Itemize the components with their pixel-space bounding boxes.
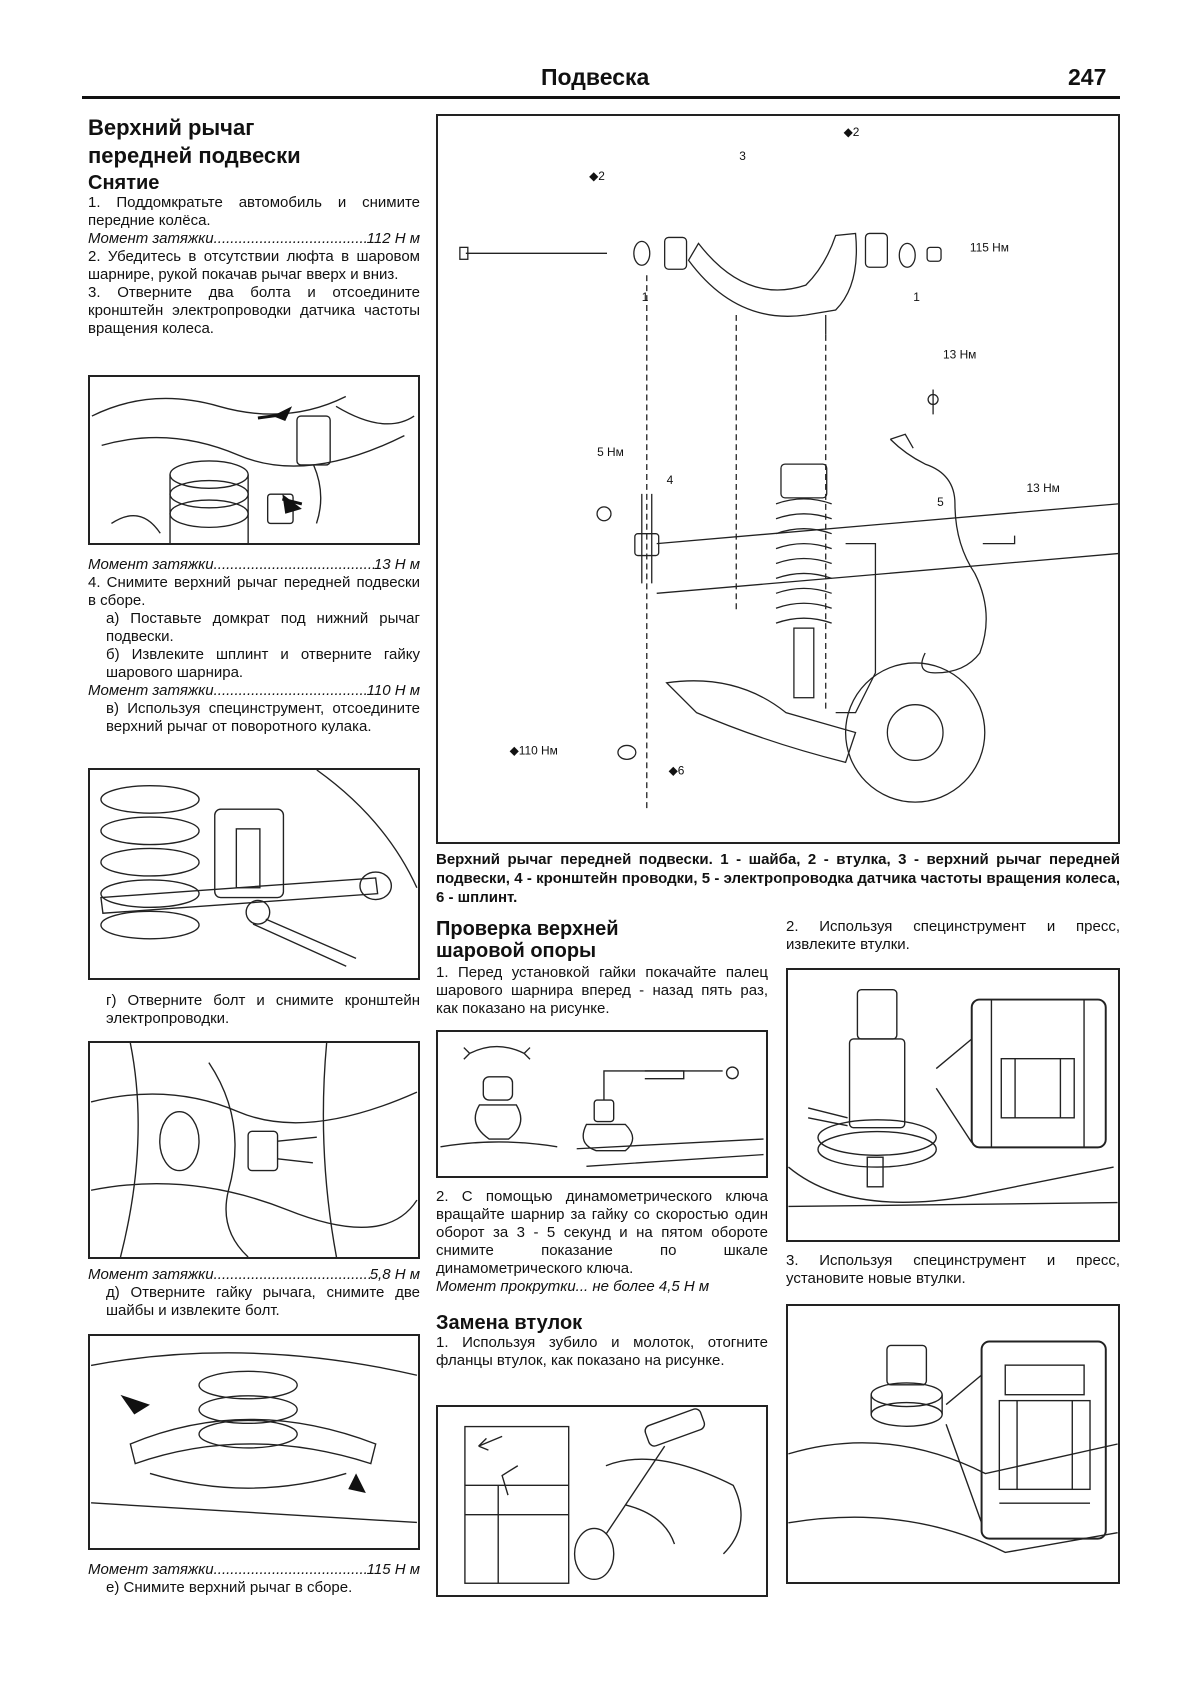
balljoint-heading-2: шаровой опоры [436,940,597,962]
page-number: 247 [1068,64,1107,90]
removal-heading: Снятие [88,172,160,194]
label-torque-13b: 13 Нм [1026,480,1060,495]
removal-step-3: 3. Отверните два болта и отсоедините кронштейн электропроводки датчика частоты вращения колеса. [88,284,420,337]
balljoint-step-2: 2. С помощью динамометрического ключа вращайте шарнир за гайку со скоростью один оборот за 3 - 5 секунд и на пятом обороте снимите показание по шкале динамометрического ключа. [436,1188,768,1277]
removal-step-4e: д) Отверните гайку рычага, снимите две шайбы и извлеките болт. [106,1284,420,1319]
torque-label: Момент затяжки [88,1561,214,1578]
label-torque-13a: 13 Нм [943,347,977,362]
label-wiring-bracket: 4 [666,472,674,487]
torque-label: Момент затяжки [88,682,214,699]
title-line-2: передней подвески [88,143,301,168]
press-in-drawing [788,1306,1118,1582]
torque-value: 13 Н м [373,556,420,573]
label-washer-right: 1 [913,290,920,305]
press-out-drawing [788,970,1118,1240]
balljoint-step-1: 1. Перед установкой гайки покачайте палец шарового шарнира вперед - назад пять раз, как показано на рисунке. [436,964,768,1017]
label-washer-left: 1 [641,290,649,305]
removal-step-4b: б) Извлеките шплинт и отверните гайку шарового шарнира. [106,646,420,681]
bracket-bolts-drawing [90,377,418,543]
title-line-1: Верхний рычаг [88,115,255,140]
removal-step-4: 4. Снимите верхний рычаг передней подвески в сборе. [88,574,420,609]
figure-arm-nut [88,1334,420,1550]
removal-step-4a: а) Поставьте домкрат под нижний рычаг подвески. [106,610,420,645]
bushings-step-2-block [786,918,1120,954]
page-title [88,114,418,170]
label-bushing-right: ◆2 [843,125,860,140]
exploded-view-drawing [438,116,1118,842]
figure-chisel [436,1405,768,1597]
bushings-step-3-block [786,1252,1120,1288]
ball-joint-drawing [438,1032,766,1176]
header-rule [82,96,1120,99]
balljoint-section [436,918,768,1018]
figure-exploded-view [436,114,1120,844]
balljoint-step-2-block [436,1188,768,1296]
torque-row-3 [88,682,420,700]
label-upper-arm: 3 [739,148,746,163]
special-tool-drawing [90,770,418,978]
torque-row-5 [88,1561,420,1579]
bushings-section [436,1312,768,1370]
removal-step-4c: в) Используя специнструмент, отсоедините верхний рычаг от поворотного кулака. [106,700,420,735]
bushings-heading: Замена втулок [436,1312,583,1334]
torque-value: 115 Н м [366,1561,420,1578]
torque-row-4 [88,1266,420,1284]
removal-step-4f: е) Снимите верхний рычаг в сборе. [106,1579,353,1596]
wiring-bracket-drawing [90,1043,418,1257]
label-bushing-left: ◆2 [589,168,605,183]
figure-bracket-bolts [88,375,420,545]
balljoint-heading-1: Проверка верхней [436,918,619,940]
removal-final-block [88,1561,420,1597]
torque-value: 110 Н м [366,682,420,699]
torque-row-2 [88,556,420,574]
balljoint-torque: Момент прокрутки... не более 4,5 Н м [436,1278,710,1295]
removal-step-4-block [88,556,420,736]
torque-label: Момент затяжки [88,230,214,247]
bushings-step-1: 1. Используя зубило и молоток, отогните фланцы втулок, как показано на рисунке. [436,1334,768,1369]
label-torque-110: ◆110 Нм [509,743,558,758]
figure-ball-joint [436,1030,768,1178]
torque-label: Момент затяжки [88,1266,214,1283]
torque-row-1 [88,230,420,248]
removal-step-4d: г) Отверните болт и снимите кронштейн электропроводки. [106,992,420,1027]
figure-wiring-bracket [88,1041,420,1259]
exploded-view-caption: Верхний рычаг передней подвески. 1 - шайба, 2 - втулка, 3 - верхний рычаг передней подвески, 4 - кронштейн проводки, 5 - электропроводка датчика частоты вращения колеса, 6 - шплинт. [436,851,1120,906]
removal-section [88,172,420,338]
removal-step-1: 1. Поддомкратьте автомобиль и снимите передние колёса. [88,194,420,229]
bushings-step-3: 3. Используя специнструмент и пресс, установите новые втулки. [786,1252,1120,1287]
torque-value: 112 Н м [366,230,420,247]
torque-label: Момент затяжки [88,556,214,573]
section-title: Подвеска [541,64,650,90]
label-torque-5: 5 Нм [597,445,624,460]
removal-step-4d-block [88,992,420,1028]
label-cotter-pin: ◆6 [668,763,685,778]
bushings-step-2: 2. Используя специнструмент и пресс, извлеките втулки. [786,918,1120,953]
removal-step-4e-block [88,1266,420,1320]
figure-special-tool [88,768,420,980]
label-torque-115: 115 Нм [969,240,1009,255]
torque-value: 5,8 Н м [369,1266,420,1283]
figure-press-in [786,1304,1120,1584]
label-sensor-wiring: 5 [937,494,944,509]
chisel-drawing [438,1407,766,1595]
removal-step-2: 2. Убедитесь в отсутствии люфта в шаровом шарнире, рукой покачав рычаг вверх и вниз. [88,248,420,283]
figure-press-out [786,968,1120,1242]
arm-nut-drawing [90,1336,418,1548]
